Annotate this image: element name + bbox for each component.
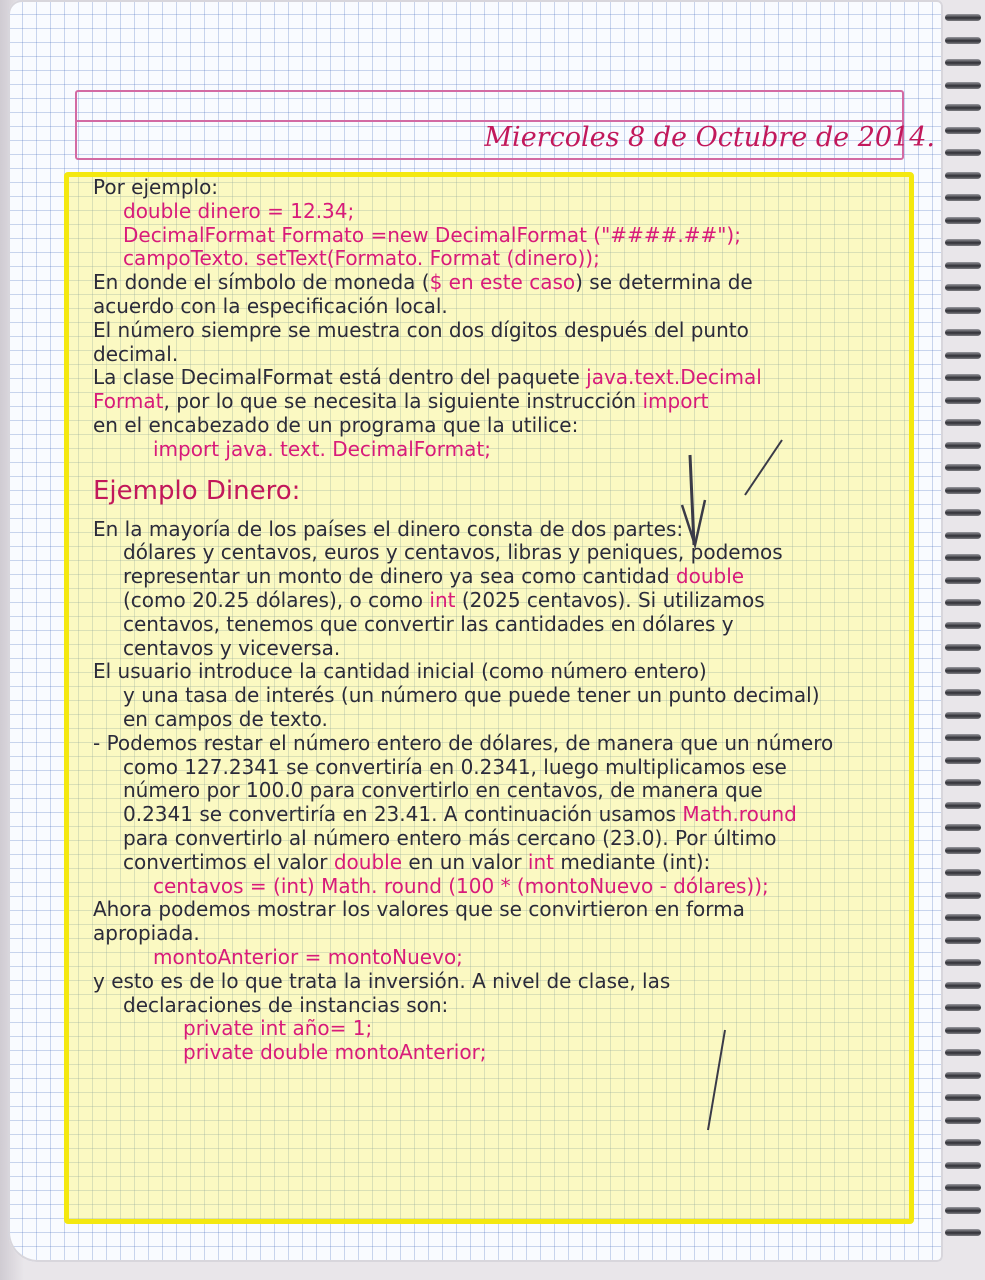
- note-line: [93, 565, 903, 589]
- note-line: [93, 589, 903, 613]
- spiral-coil: [945, 1049, 981, 1056]
- code-text: import: [642, 389, 709, 414]
- spiral-coil: [945, 1184, 981, 1191]
- spiral-coil: [945, 487, 981, 494]
- spiral-coil: [945, 1162, 981, 1169]
- note-line: [93, 637, 903, 661]
- spiral-coil: [945, 442, 981, 449]
- section-heading: Ejemplo Dinero:: [93, 475, 301, 506]
- note-line: [93, 319, 903, 343]
- note-line: [93, 684, 903, 708]
- note-text: en campos de texto.: [123, 706, 328, 731]
- spiral-coil: [945, 824, 981, 831]
- note-text: - Podemos restar el número entero de dólares, de manera que un número: [93, 730, 834, 755]
- spiral-coil: [945, 847, 981, 854]
- code-text: campoTexto. setText(Formato. Format (dinero));: [123, 246, 600, 271]
- note-line: [93, 518, 903, 542]
- note-text: El usuario introduce la cantidad inicial (como número entero): [93, 659, 707, 684]
- note-text: (como 20.25 dólares), o como: [123, 587, 430, 612]
- spiral-coil: [945, 127, 981, 134]
- spiral-coil: [945, 307, 981, 314]
- note-line: [93, 541, 903, 565]
- code-text: java.text.Decimal: [586, 365, 762, 390]
- note-line: [93, 1041, 903, 1065]
- code-text: montoAnterior = montoNuevo;: [153, 944, 463, 969]
- spiral-coil: [945, 689, 981, 696]
- note-line: [93, 366, 903, 390]
- spiral-coil: [945, 172, 981, 179]
- note-text: acuerdo con la especificación local.: [93, 293, 448, 318]
- note-text: representar un monto de dinero ya sea como cantidad: [123, 564, 676, 589]
- note-text: En la mayoría de los países el dinero consta de dos partes:: [93, 516, 684, 541]
- spiral-coil: [945, 1207, 981, 1214]
- code-text: $ en este caso: [429, 270, 576, 295]
- note-line: [93, 827, 903, 851]
- spiral-coil: [945, 82, 981, 89]
- note-line: [93, 922, 903, 946]
- note-line: [93, 946, 903, 970]
- spiral-coil: [945, 532, 981, 539]
- spiral-coil: [945, 419, 981, 426]
- note-line: [93, 779, 903, 803]
- note-text: y una tasa de interés (un número que puede tener un punto decimal): [123, 683, 820, 708]
- spiral-coil: [945, 982, 981, 989]
- spiral-coil: [945, 284, 981, 291]
- note-line: [93, 970, 903, 994]
- note-text: , por lo que se necesita la siguiente instrucción: [163, 389, 643, 414]
- note-text: declaraciones de instancias son:: [123, 992, 449, 1017]
- spiral-coil: [945, 509, 981, 516]
- spiral-coil: [945, 329, 981, 336]
- spiral-coil: [945, 149, 981, 156]
- notes-body: [93, 176, 903, 1065]
- note-line: [93, 438, 903, 462]
- notes-block-example: [93, 518, 903, 1065]
- spiral-coil: [945, 59, 981, 66]
- spiral-coil: [945, 667, 981, 674]
- spiral-coil: [945, 622, 981, 629]
- note-line: [93, 390, 903, 414]
- note-text: La clase DecimalFormat está dentro del paquete: [93, 365, 587, 390]
- code-text: import java. text. DecimalFormat;: [153, 436, 491, 461]
- spiral-coil: [945, 554, 981, 561]
- note-line: [93, 732, 903, 756]
- note-text: centavos y viceversa.: [123, 635, 341, 660]
- spiral-coil: [945, 217, 981, 224]
- code-text: double: [333, 849, 403, 874]
- note-text: número por 100.0 para convertirlo en centavos, de manera que: [123, 778, 763, 803]
- note-line: [93, 295, 903, 319]
- note-line: [93, 708, 903, 732]
- code-text: DecimalFormat Formato =new DecimalFormat ("####.##");: [123, 222, 741, 247]
- spiral-coil: [945, 577, 981, 584]
- spiral-coil: [945, 239, 981, 246]
- spiral-coil: [945, 37, 981, 44]
- note-text: mediante (int):: [553, 849, 711, 874]
- note-text: en el encabezado de un programa que la utilice:: [93, 412, 579, 437]
- spiral-coil: [945, 734, 981, 741]
- note-text: Ahora podemos mostrar los valores que se convirtieron en forma: [93, 897, 745, 922]
- note-line: [93, 224, 903, 248]
- spiral-coil: [945, 262, 981, 269]
- note-text: para convertirlo al número entero más cercano (23.0). Por último: [123, 825, 777, 850]
- spiral-coil: [945, 1004, 981, 1011]
- note-text: en un valor: [402, 849, 528, 874]
- code-text: centavos = (int) Math. round (100 * (montoNuevo - dólares));: [153, 873, 769, 898]
- spiral-coil: [945, 937, 981, 944]
- note-line: [93, 898, 903, 922]
- code-text: private double montoAnterior;: [183, 1040, 487, 1065]
- note-text: centavos, tenemos que convertir las cantidades en dólares y: [123, 611, 734, 636]
- spiral-coil: [945, 374, 981, 381]
- note-text: El número siempre se muestra con dos dígitos después del punto: [93, 317, 749, 342]
- spiral-coil: [945, 1027, 981, 1034]
- code-text: double: [675, 564, 745, 589]
- note-line: [93, 271, 903, 295]
- note-line: [93, 200, 903, 224]
- spiral-coil: [945, 757, 981, 764]
- note-text: En donde el símbolo de moneda (: [93, 270, 430, 295]
- code-text: double dinero = 12.34;: [123, 198, 355, 223]
- code-text: int: [527, 849, 554, 874]
- spiral-coil: [945, 779, 981, 786]
- spiral-coil: [945, 599, 981, 606]
- notes-block-intro: [93, 176, 903, 462]
- spiral-coil: [945, 104, 981, 111]
- code-text: int: [429, 587, 456, 612]
- note-line: [93, 176, 903, 200]
- spiral-coil: [945, 194, 981, 201]
- spiral-coil: [945, 1094, 981, 1101]
- note-text: y esto es de lo que trata la inversión. A nivel de clase, las: [93, 968, 671, 993]
- spiral-coil: [945, 352, 981, 359]
- note-line: [93, 756, 903, 780]
- spiral-coil: [945, 464, 981, 471]
- note-line: [93, 994, 903, 1018]
- note-line: [93, 1017, 903, 1041]
- note-text: decimal.: [93, 341, 179, 366]
- note-text: dólares y centavos, euros y centavos, libras y peniques, podemos: [123, 540, 783, 565]
- note-text: Por ejemplo:: [93, 175, 219, 199]
- note-line: [93, 851, 903, 875]
- note-line: [93, 803, 903, 827]
- spiral-coil: [945, 1117, 981, 1124]
- code-text: Format: [93, 389, 164, 414]
- page-date: Miercoles 8 de Octubre de 2014.: [484, 122, 935, 153]
- spiral-coil: [945, 869, 981, 876]
- note-line: [93, 343, 903, 367]
- spiral-coil: [945, 644, 981, 651]
- note-text: (2025 centavos). Si utilizamos: [455, 587, 765, 612]
- note-text: convertimos el valor: [123, 849, 334, 874]
- spiral-coil: [945, 802, 981, 809]
- note-text: apropiada.: [93, 921, 200, 946]
- note-line: [93, 613, 903, 637]
- spiral-coil: [945, 1139, 981, 1146]
- code-text: private int año= 1;: [183, 1016, 373, 1041]
- spiral-binding: [941, 0, 985, 1262]
- note-text: 0.2341 se convertiría en 23.41. A continuación usamos: [123, 802, 683, 827]
- note-line: [93, 875, 903, 899]
- spiral-coil: [945, 14, 981, 21]
- note-text: ) se determina de: [575, 270, 753, 295]
- note-line: [93, 247, 903, 271]
- spiral-coil: [945, 397, 981, 404]
- spiral-coil: [945, 959, 981, 966]
- note-line: [93, 414, 903, 438]
- spiral-coil: [945, 1229, 981, 1236]
- note-text: como 127.2341 se convertiría en 0.2341, luego multiplicamos ese: [123, 754, 787, 779]
- spiral-coil: [945, 712, 981, 719]
- note-line: [93, 660, 903, 684]
- code-text: Math.round: [682, 802, 797, 827]
- spiral-coil: [945, 914, 981, 921]
- spiral-coil: [945, 892, 981, 899]
- spiral-coil: [945, 1072, 981, 1079]
